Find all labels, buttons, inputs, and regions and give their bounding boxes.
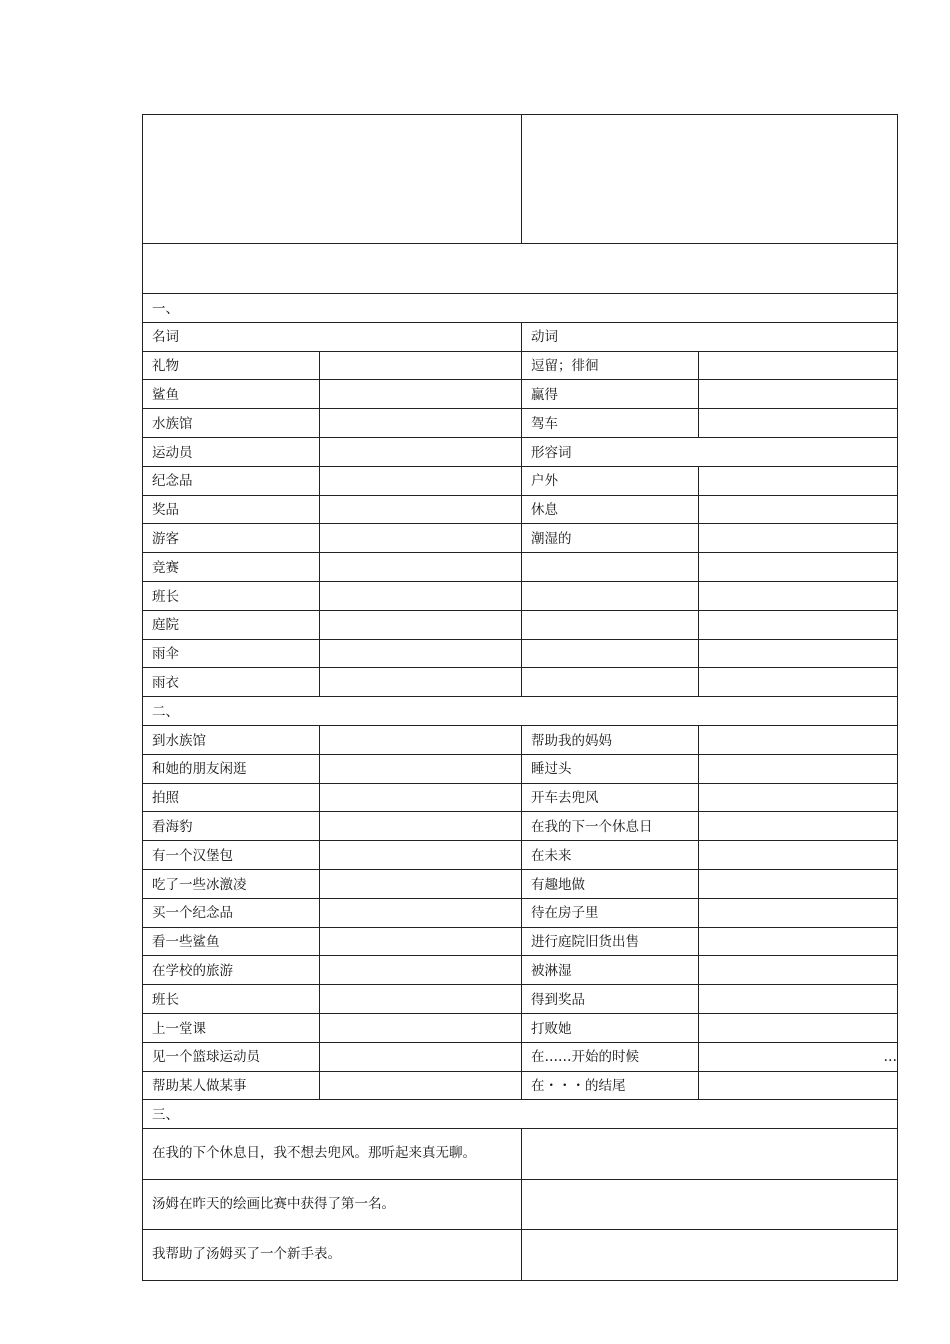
translation-answer-field[interactable]: [522, 1179, 898, 1230]
noun-term: 班长: [143, 581, 320, 610]
empty-cell[interactable]: [699, 668, 898, 697]
noun-term: 雨伞: [143, 639, 320, 668]
table-row: [143, 380, 898, 409]
phrase-term: 有一个汉堡包: [143, 841, 320, 870]
phrase-term: 帮助我的妈妈: [522, 725, 699, 754]
phrase-term: 在我的下一个休息日: [522, 812, 699, 841]
phrase-answer-field[interactable]: [320, 956, 522, 985]
translation-answer-field[interactable]: [522, 1230, 898, 1281]
table-row: [143, 812, 898, 841]
empty-cell[interactable]: [522, 668, 699, 697]
table-row: [143, 927, 898, 956]
adj-header: 形容词: [522, 437, 898, 466]
table-row: [143, 610, 898, 639]
adj-term: 户外: [522, 466, 699, 495]
table-row: [143, 553, 898, 582]
noun-answer-field[interactable]: [320, 466, 522, 495]
table-row: [143, 985, 898, 1014]
empty-cell[interactable]: [699, 639, 898, 668]
adj-answer-field[interactable]: [699, 495, 898, 524]
adj-answer-field[interactable]: [699, 466, 898, 495]
table-row: [143, 956, 898, 985]
title-box: [143, 244, 898, 294]
translation-answer-field[interactable]: [522, 1129, 898, 1180]
noun-answer-field[interactable]: [320, 553, 522, 582]
adj-answer-field[interactable]: [699, 524, 898, 553]
phrase-term: 见一个篮球运动员: [143, 1042, 320, 1071]
phrase-answer-field[interactable]: [699, 754, 898, 783]
noun-answer-field[interactable]: [320, 524, 522, 553]
phrase-answer-field[interactable]: [699, 841, 898, 870]
noun-term: 运动员: [143, 437, 320, 466]
verb-answer-field[interactable]: [699, 351, 898, 380]
phrase-answer-field[interactable]: [699, 1071, 898, 1100]
noun-term: 游客: [143, 524, 320, 553]
phrase-answer-field[interactable]: [699, 1013, 898, 1042]
table-row: [143, 898, 898, 927]
phrase-answer-field[interactable]: [320, 1013, 522, 1042]
phrase-term: 待在房子里: [522, 898, 699, 927]
phrase-answer-field[interactable]: [320, 927, 522, 956]
noun-term: 奖品: [143, 495, 320, 524]
noun-term: 鲨鱼: [143, 380, 320, 409]
phrase-term: 班长: [143, 985, 320, 1014]
adj-term: 休息: [522, 495, 699, 524]
noun-answer-field[interactable]: [320, 409, 522, 438]
table-row: [143, 1129, 898, 1180]
empty-cell[interactable]: [522, 553, 699, 582]
noun-answer-field[interactable]: [320, 581, 522, 610]
sentence-prompt: 汤姆在昨天的绘画比赛中获得了第一名。: [143, 1179, 522, 1230]
phrase-term: 在……开始的时候: [522, 1042, 699, 1071]
sentence-prompt: 在我的下个休息日，我不想去兜风。那听起来真无聊。: [143, 1129, 522, 1180]
phrase-answer-field[interactable]: [699, 783, 898, 812]
empty-cell[interactable]: [522, 610, 699, 639]
noun-term: 水族馆: [143, 409, 320, 438]
table-row: [143, 1230, 898, 1281]
phrase-term: 在・・・的结尾: [522, 1071, 699, 1100]
title-row: [143, 244, 898, 294]
table-row: [143, 581, 898, 610]
table-row: [143, 524, 898, 553]
phrase-answer-field[interactable]: [320, 1042, 522, 1071]
table-row: [143, 1179, 898, 1230]
empty-cell[interactable]: [699, 610, 898, 639]
table-row: [143, 495, 898, 524]
verb-term: 逗留；徘徊: [522, 351, 699, 380]
worksheet-table: [142, 114, 898, 1281]
noun-term: 庭院: [143, 610, 320, 639]
phrase-answer-field[interactable]: [699, 812, 898, 841]
section3-heading-row: [143, 1100, 898, 1129]
verb-answer-field[interactable]: [699, 380, 898, 409]
adj-term: 潮湿的: [522, 524, 699, 553]
phrase-term: 被淋湿: [522, 956, 699, 985]
section2-heading: 二、: [143, 697, 898, 726]
noun-answer-field[interactable]: [320, 437, 522, 466]
empty-cell[interactable]: [699, 581, 898, 610]
table-row: [143, 351, 898, 380]
phrase-term: 上一堂课: [143, 1013, 320, 1042]
phrase-term: 打败她: [522, 1013, 699, 1042]
phrase-term: 在学校的旅游: [143, 956, 320, 985]
verb-term: 驾车: [522, 409, 699, 438]
noun-answer-field[interactable]: [320, 495, 522, 524]
phrase-answer-field[interactable]: [320, 754, 522, 783]
empty-cell[interactable]: [522, 581, 699, 610]
table-row: [143, 783, 898, 812]
table-row: [143, 1042, 898, 1071]
table-row: [143, 322, 898, 351]
noun-answer-field[interactable]: [320, 639, 522, 668]
phrase-answer-field[interactable]: [320, 783, 522, 812]
phrase-term: 买一个纪念品: [143, 898, 320, 927]
phrase-term: 睡过头: [522, 754, 699, 783]
header-box-right: [522, 115, 898, 244]
table-row: [143, 1071, 898, 1100]
table-row: [143, 841, 898, 870]
phrase-term: 得到奖品: [522, 985, 699, 1014]
phrase-answer-field[interactable]: [320, 812, 522, 841]
noun-header: 名词: [143, 322, 522, 351]
phrase-term: 拍照: [143, 783, 320, 812]
noun-answer-field[interactable]: [320, 668, 522, 697]
header-box-left: [143, 115, 522, 244]
section1-heading: 一、: [143, 294, 898, 323]
phrase-answer-field[interactable]: [320, 1071, 522, 1100]
phrase-answer-field-ellipsis[interactable]: …: [699, 1042, 898, 1071]
table-row: [143, 668, 898, 697]
phrase-term: 有趣地做: [522, 869, 699, 898]
noun-term: 礼物: [143, 351, 320, 380]
phrase-answer-field[interactable]: [699, 927, 898, 956]
phrase-answer-field[interactable]: [699, 869, 898, 898]
table-row: [143, 725, 898, 754]
noun-term: 雨衣: [143, 668, 320, 697]
phrase-term: 开车去兜风: [522, 783, 699, 812]
phrase-term: 在未来: [522, 841, 699, 870]
phrase-term: 吃了一些冰激凌: [143, 869, 320, 898]
empty-cell[interactable]: [699, 553, 898, 582]
noun-term: 竞赛: [143, 553, 320, 582]
section1-heading-row: [143, 294, 898, 323]
header-row: [143, 115, 898, 244]
phrase-answer-field[interactable]: [699, 725, 898, 754]
phrase-term: 到水族馆: [143, 725, 320, 754]
noun-answer-field[interactable]: [320, 610, 522, 639]
table-row: [143, 639, 898, 668]
phrase-term: 看一些鲨鱼: [143, 927, 320, 956]
verb-answer-field[interactable]: [699, 409, 898, 438]
empty-cell[interactable]: [522, 639, 699, 668]
phrase-answer-field[interactable]: [320, 898, 522, 927]
table-row: [143, 409, 898, 438]
phrase-answer-field[interactable]: [320, 841, 522, 870]
phrase-term: 进行庭院旧货出售: [522, 927, 699, 956]
phrase-answer-field[interactable]: [320, 869, 522, 898]
phrase-answer-field[interactable]: [699, 898, 898, 927]
verb-header: 动词: [522, 322, 898, 351]
section3-heading: 三、: [143, 1100, 898, 1129]
phrase-term: 帮助某人做某事: [143, 1071, 320, 1100]
phrase-answer-field[interactable]: [320, 985, 522, 1014]
table-row: [143, 466, 898, 495]
table-row: [143, 437, 898, 466]
noun-answer-field[interactable]: [320, 380, 522, 409]
phrase-term: 看海豹: [143, 812, 320, 841]
sentence-prompt: 我帮助了汤姆买了一个新手表。: [143, 1230, 522, 1281]
table-row: [143, 754, 898, 783]
noun-term: 纪念品: [143, 466, 320, 495]
section2-heading-row: [143, 697, 898, 726]
phrase-answer-field[interactable]: [699, 956, 898, 985]
phrase-term: 和她的朋友闲逛: [143, 754, 320, 783]
table-row: [143, 1013, 898, 1042]
verb-term: 赢得: [522, 380, 699, 409]
table-row: [143, 869, 898, 898]
phrase-answer-field[interactable]: [320, 725, 522, 754]
phrase-answer-field[interactable]: [699, 985, 898, 1014]
noun-answer-field[interactable]: [320, 351, 522, 380]
